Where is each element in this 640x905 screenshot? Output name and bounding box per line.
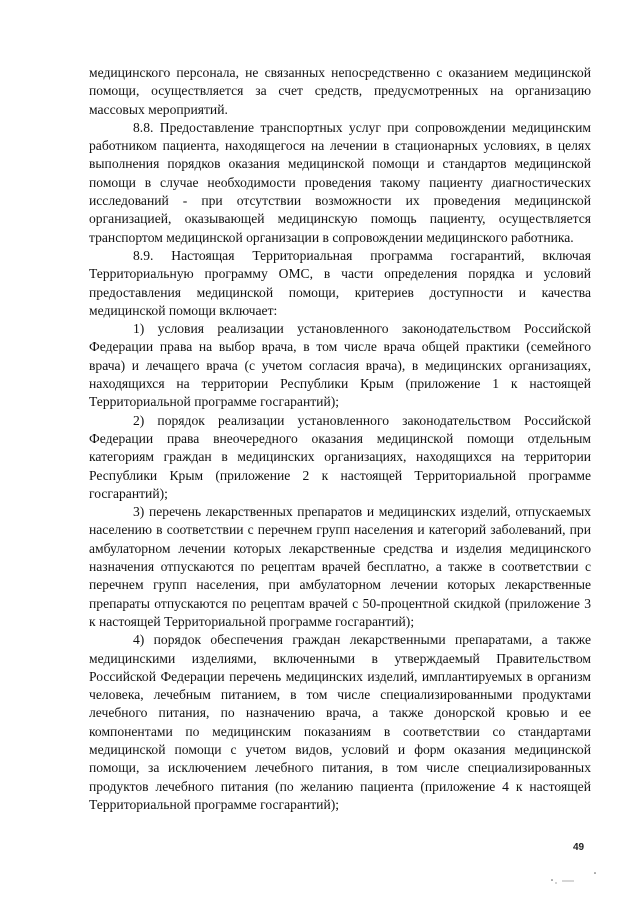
list-item-2: 2) порядок реализации установленного законодательством Российской Федерации права внеочередного оказания медицинской помощи отдельным категориям граждан в медицинских организациях, находящихся на территории Республики Крым (приложение 2 к настоящей Территориальной программе госгарантий); — [89, 412, 591, 501]
page-number: 49 — [573, 842, 585, 853]
list-item-3: 3) перечень лекарственных препаратов и медицинских изделий, отпускаемых населению в соответствии с перечнем групп населения и категорий заболеваний, при амбулаторном лечении которых лекарственные средства и изделия медицинского назначения отпускаются по рецептам врачей бесплатно, а также в соответствии с перечнем групп населения, при амбулаторном лечении которых лекарственные препараты отпускаются по рецептам врачей с 50-процентной скидкой (приложение 3 к настоящей Территориальной программе госгарантий); — [89, 504, 591, 629]
list-item-1: 1) условия реализации установленного законодательством Российской Федерации права на выбор врача, в том числе врача общей практики (семейного врача) и лечащего врача (с учетом согласия врача), в медицинских организациях, находящихся на территории Республики Крым (приложение 1 к настоящей Территориальной программе госгарантий); — [89, 321, 591, 410]
paragraph-8-9: 8.9. Настоящая Территориальная программа госгарантий, включая Территориальную программу ОМС, в части определения порядка и условий предоставления медицинской помощи, критериев доступности и качества медицинской помощи включает: — [89, 247, 591, 318]
paragraph-8-8: 8.8. Предоставление транспортных услуг при сопровождении медицинским работником пациента, находящегося на лечении в стационарных условиях, в целях выполнения порядков оказания медицинской помощи и стандартов медицинской помощи в случае необходимости проведения такому пациенту диагностических исследований - при отсутствии возможности их проведения медицинской организацией, оказывающей медицинскую помощь пациенту, осуществляется транспортом медицинской организации в сопровождении медицинского работника. — [89, 119, 591, 245]
list-item-4: 4) порядок обеспечения граждан лекарственными препаратами, а также медицинскими изделиями, включенными в утверждаемый Правительством Российской Федерации перечень медицинских изделий, имплантируемых в организм человека, лечебным питанием, в том числе специализированными продуктами лечебного питания, по назначению врача, а также донорской кровью и ее компонентами по медицинским показаниям в соответствии со стандартами медицинской помощи с учетом видов, условий и форм оказания медицинской помощи, за исключением лечебного питания, в том числе специализированных продуктов лечебного питания (по желанию пациента (приложение 4 к настоящей Территориальной программе госгарантий); — [89, 632, 591, 812]
scan-artifact — [548, 868, 600, 888]
document-page — [89, 64, 591, 814]
paragraph-continuation: медицинского персонала, не связанных непосредственно с оказанием медицинской помощи, осуществляется за счет средств, предусмотренных на организацию массовых мероприятий. — [89, 65, 591, 117]
